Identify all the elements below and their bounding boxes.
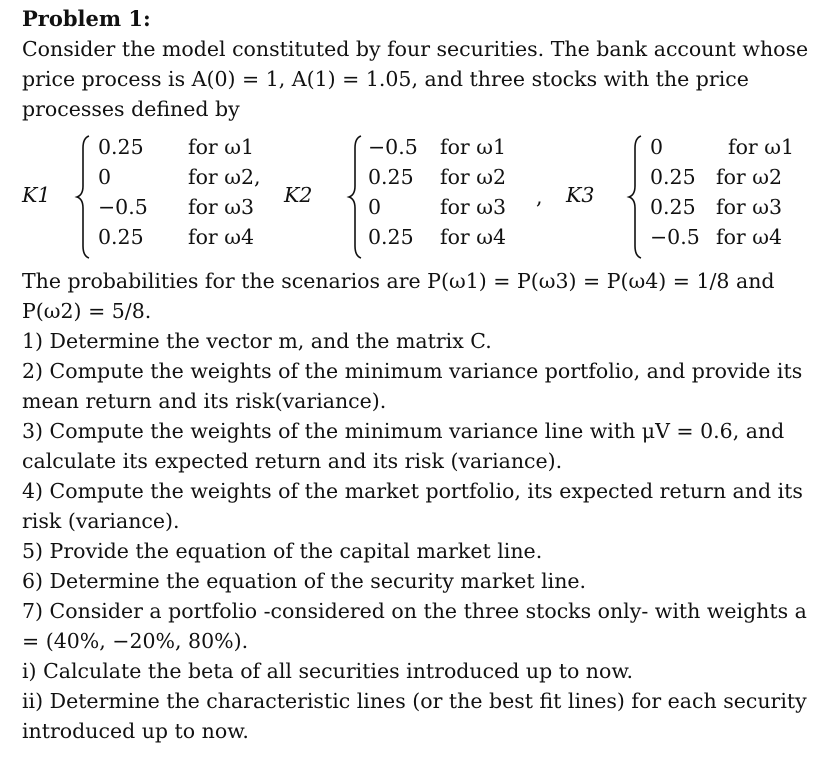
definition-k2-case: 0.25 for ω4 — [368, 225, 507, 249]
definition-k1-name: K1 — [22, 183, 51, 207]
problem-intro: Consider the model constituted by four securities. The bank account whose price process is A(0) = 1, A(1) = 1.05, and three stocks with the price processes defined by — [22, 37, 809, 121]
separator-comma: , — [536, 185, 543, 209]
definition-k2-case: 0.25 for ω2 — [368, 165, 507, 189]
definition-k3-case: 0.25 for ω3 — [650, 195, 783, 219]
task-item: ii) Determine the characteristic lines (or the best fit lines) for each security introduced up to now. — [22, 689, 807, 743]
definition-k3-name: K3 — [566, 183, 595, 207]
task-item: 5) Provide the equation of the capital market line. — [22, 539, 543, 563]
task-item: 4) Compute the weights of the market portfolio, its expected return and its risk (variance). — [22, 479, 803, 533]
definition-k1-case: −0.5 for ω3 — [98, 195, 255, 219]
price-process-definitions — [22, 132, 811, 262]
definition-k2-case: 0 for ω3 — [368, 195, 507, 219]
left-brace-icon — [74, 134, 92, 260]
task-item: 7) Consider a portfolio -considered on the three stocks only- with weights a = (40%, −20%, 80%). — [22, 599, 807, 653]
task-list — [22, 326, 811, 746]
task-item: 2) Compute the weights of the minimum variance portfolio, and provide its mean return and its risk(variance). — [22, 359, 803, 413]
definition-k3-case: 0 for ω1 — [650, 135, 795, 159]
definition-k3-case: −0.5 for ω4 — [650, 225, 783, 249]
left-brace-icon — [626, 134, 644, 260]
task-item: 3) Compute the weights of the minimum variance line with μV = 0.6, and calculate its expected return and its risk (variance). — [22, 419, 785, 473]
definition-k1-case: 0.25 for ω1 — [98, 135, 255, 159]
task-item: i) Calculate the beta of all securities introduced up to now. — [22, 659, 633, 683]
definition-k1-case: 0 for ω2, — [98, 165, 261, 189]
problem-title: Problem 1: — [22, 6, 151, 31]
task-item: 1) Determine the vector m, and the matrix C. — [22, 329, 492, 353]
definition-k2-case: −0.5 for ω1 — [368, 135, 507, 159]
probabilities-statement: The probabilities for the scenarios are P(ω1) = P(ω3) = P(ω4) = 1/8 and P(ω2) = 5/8. — [22, 269, 775, 323]
task-item: 6) Determine the equation of the security market line. — [22, 569, 587, 593]
left-brace-icon — [346, 134, 364, 260]
definition-k3-case: 0.25 for ω2 — [650, 165, 783, 189]
definition-k2-name: K2 — [284, 183, 313, 207]
definition-k1-case: 0.25 for ω4 — [98, 225, 255, 249]
